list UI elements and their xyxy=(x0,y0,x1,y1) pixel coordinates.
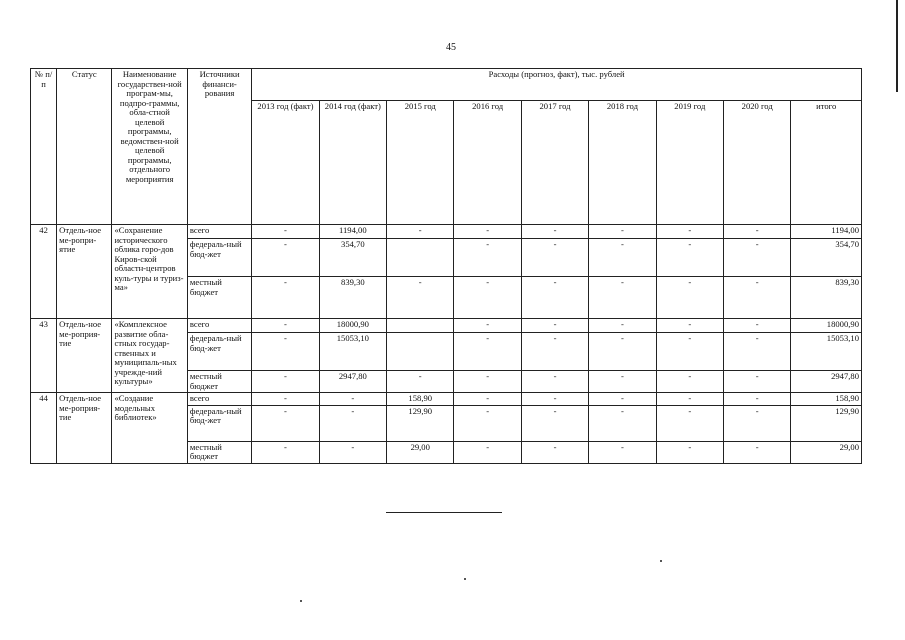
header-year: 2016 год xyxy=(454,101,521,225)
row-name: «Создание модельных библиотек» xyxy=(112,393,187,464)
row-source: федераль-ный бюд-жет xyxy=(187,333,251,371)
value-cell: - xyxy=(724,333,791,371)
value-cell xyxy=(387,319,454,333)
header-year: 2013 год (факт) xyxy=(252,101,319,225)
value-cell: - xyxy=(252,333,319,371)
value-cell: 15053,10 xyxy=(319,333,386,371)
value-cell: - xyxy=(589,405,656,441)
value-cell: - xyxy=(521,393,588,406)
row-source: всего xyxy=(187,393,251,406)
value-cell: 1194,00 xyxy=(319,225,386,239)
value-cell: - xyxy=(656,393,723,406)
budget-table xyxy=(30,68,862,464)
value-cell: 129,90 xyxy=(791,405,862,441)
value-cell: - xyxy=(387,277,454,319)
value-cell: - xyxy=(387,371,454,393)
value-cell xyxy=(387,239,454,277)
value-cell: 129,90 xyxy=(387,405,454,441)
scan-dot xyxy=(660,560,662,562)
value-cell: - xyxy=(521,319,588,333)
value-cell: - xyxy=(589,371,656,393)
value-cell: 1194,00 xyxy=(791,225,862,239)
value-cell: 158,90 xyxy=(791,393,862,406)
value-cell: - xyxy=(521,239,588,277)
value-cell: - xyxy=(724,371,791,393)
row-source: федераль-ный бюд-жет xyxy=(187,405,251,441)
value-cell: - xyxy=(521,225,588,239)
value-cell: 158,90 xyxy=(387,393,454,406)
value-cell: - xyxy=(656,371,723,393)
value-cell: 18000,90 xyxy=(791,319,862,333)
row-source: местный бюджет xyxy=(187,371,251,393)
value-cell: - xyxy=(387,225,454,239)
value-cell: - xyxy=(252,239,319,277)
value-cell: - xyxy=(454,441,521,463)
value-cell: - xyxy=(454,225,521,239)
value-cell: - xyxy=(521,371,588,393)
value-cell: - xyxy=(724,405,791,441)
value-cell: - xyxy=(724,225,791,239)
value-cell: - xyxy=(589,441,656,463)
value-cell: - xyxy=(656,239,723,277)
value-cell: 354,70 xyxy=(319,239,386,277)
value-cell: - xyxy=(724,277,791,319)
value-cell: 354,70 xyxy=(791,239,862,277)
value-cell: - xyxy=(252,371,319,393)
header-year: 2019 год xyxy=(656,101,723,225)
row-number: 43 xyxy=(31,319,57,393)
row-name: «Комплексное развитие обла-стных государ-ственных и муниципаль-ных учрежде-ний культуры» xyxy=(112,319,187,393)
table-row xyxy=(31,393,862,406)
header-status: Статус xyxy=(57,69,112,225)
value-cell: - xyxy=(656,405,723,441)
value-cell: - xyxy=(656,441,723,463)
value-cell: - xyxy=(656,333,723,371)
value-cell: - xyxy=(589,225,656,239)
value-cell: - xyxy=(454,239,521,277)
scan-dot xyxy=(464,578,466,580)
value-cell: - xyxy=(454,371,521,393)
row-name: «Сохранение исторического облика горо-дов Киров-ской областн-центров куль-туры и туриз-ма» xyxy=(112,225,187,319)
value-cell: - xyxy=(252,319,319,333)
value-cell: 839,30 xyxy=(791,277,862,319)
header-num: № п/п xyxy=(31,69,57,225)
value-cell xyxy=(387,333,454,371)
value-cell: 29,00 xyxy=(791,441,862,463)
row-number: 44 xyxy=(31,393,57,464)
bottom-rule xyxy=(386,512,502,513)
scan-edge-bar xyxy=(896,0,898,92)
value-cell: - xyxy=(454,277,521,319)
scan-dot xyxy=(300,600,302,602)
row-status: Отдель-ное ме-роприя-тие xyxy=(57,319,112,393)
row-source: всего xyxy=(187,319,251,333)
value-cell: - xyxy=(589,319,656,333)
value-cell: - xyxy=(656,319,723,333)
header-year: 2017 год xyxy=(521,101,588,225)
row-number: 42 xyxy=(31,225,57,319)
value-cell: - xyxy=(252,393,319,406)
header-year: итого xyxy=(791,101,862,225)
value-cell: - xyxy=(252,405,319,441)
value-cell: - xyxy=(724,239,791,277)
value-cell: - xyxy=(521,405,588,441)
value-cell: - xyxy=(252,277,319,319)
row-status: Отдель-ное ме-роприя-тие xyxy=(57,393,112,464)
value-cell: - xyxy=(589,239,656,277)
value-cell: - xyxy=(589,277,656,319)
header-year: 2014 год (факт) xyxy=(319,101,386,225)
value-cell: - xyxy=(454,405,521,441)
value-cell: - xyxy=(724,441,791,463)
table-row xyxy=(31,319,862,333)
value-cell: - xyxy=(252,225,319,239)
header-year: 2018 год xyxy=(589,101,656,225)
header-year: 2015 год xyxy=(387,101,454,225)
value-cell: - xyxy=(454,319,521,333)
value-cell: - xyxy=(521,441,588,463)
header-name: Наименование государствен-ной програм-мы, подпро-граммы, обла-стной целевой программы, ведомствен-ной целевой программы, отдельного мероприятия xyxy=(112,69,187,225)
value-cell: - xyxy=(656,225,723,239)
value-cell: 29,00 xyxy=(387,441,454,463)
page-number: 45 xyxy=(446,42,456,53)
row-source: федераль-ный бюд-жет xyxy=(187,239,251,277)
value-cell: - xyxy=(589,333,656,371)
value-cell: 2947,80 xyxy=(791,371,862,393)
row-source: местный бюджет xyxy=(187,277,251,319)
header-year: 2020 год xyxy=(724,101,791,225)
value-cell: - xyxy=(521,333,588,371)
value-cell: - xyxy=(656,277,723,319)
row-source: местный бюджет xyxy=(187,441,251,463)
value-cell: - xyxy=(319,393,386,406)
value-cell: 2947,80 xyxy=(319,371,386,393)
value-cell: - xyxy=(319,441,386,463)
value-cell: - xyxy=(521,277,588,319)
value-cell: - xyxy=(319,405,386,441)
header-sources: Источники финанси-рования xyxy=(187,69,251,225)
value-cell: 839,30 xyxy=(319,277,386,319)
row-status: Отдель-ное ме-ропри-ятие xyxy=(57,225,112,319)
value-cell: - xyxy=(589,393,656,406)
value-cell: 18000,90 xyxy=(319,319,386,333)
value-cell: - xyxy=(724,393,791,406)
value-cell: - xyxy=(454,393,521,406)
value-cell: - xyxy=(252,441,319,463)
row-source: всего xyxy=(187,225,251,239)
value-cell: 15053,10 xyxy=(791,333,862,371)
table-row xyxy=(31,225,862,239)
header-expenses: Расходы (прогноз, факт), тыс. рублей xyxy=(252,69,862,101)
value-cell: - xyxy=(454,333,521,371)
value-cell: - xyxy=(724,319,791,333)
